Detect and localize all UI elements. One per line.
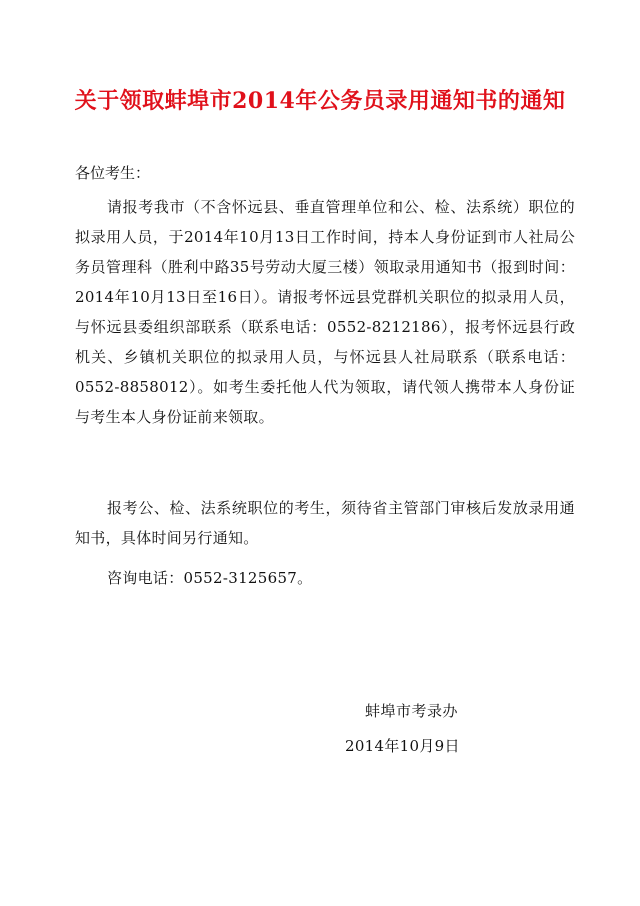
notice-title: 关于领取蚌埠市2014年公务员录用通知书的通知	[74, 88, 566, 114]
paragraph-collection-instructions: 请报考我市（不含怀远县、垂直管理单位和公、检、法系统）职位的拟录用人员，于2014年10月13日工作时间，持本人身份证到市人社局公务员管理科（胜利中路35号劳动大厦三楼）领取录用通知书（报到时间：2014年10月13日至16日）。请报考怀远县党群机关职位的拟录用人员，与怀远县委组织部联系（联系电话：0552-8212186），报考怀远县行政机关、乡镇机关职位的拟录用人员，与怀远县人社局联系（联系电话：0552-8858012）。如考生委托他人代为领取，请代领人携带本人身份证与考生本人身份证前来领取。	[75, 198, 575, 426]
paragraph-judicial-candidates: 报考公、检、法系统职位的考生，须待省主管部门审核后发放录用通知书，具体时间另行通知。	[75, 499, 575, 547]
salutation: 各位考生：	[75, 164, 151, 182]
signature-date: 2014年10月9日	[345, 737, 460, 755]
paragraph-contact-phone: 咨询电话：0552-3125657。	[107, 569, 313, 587]
signature-organization: 蚌埠市考录办	[365, 702, 459, 720]
